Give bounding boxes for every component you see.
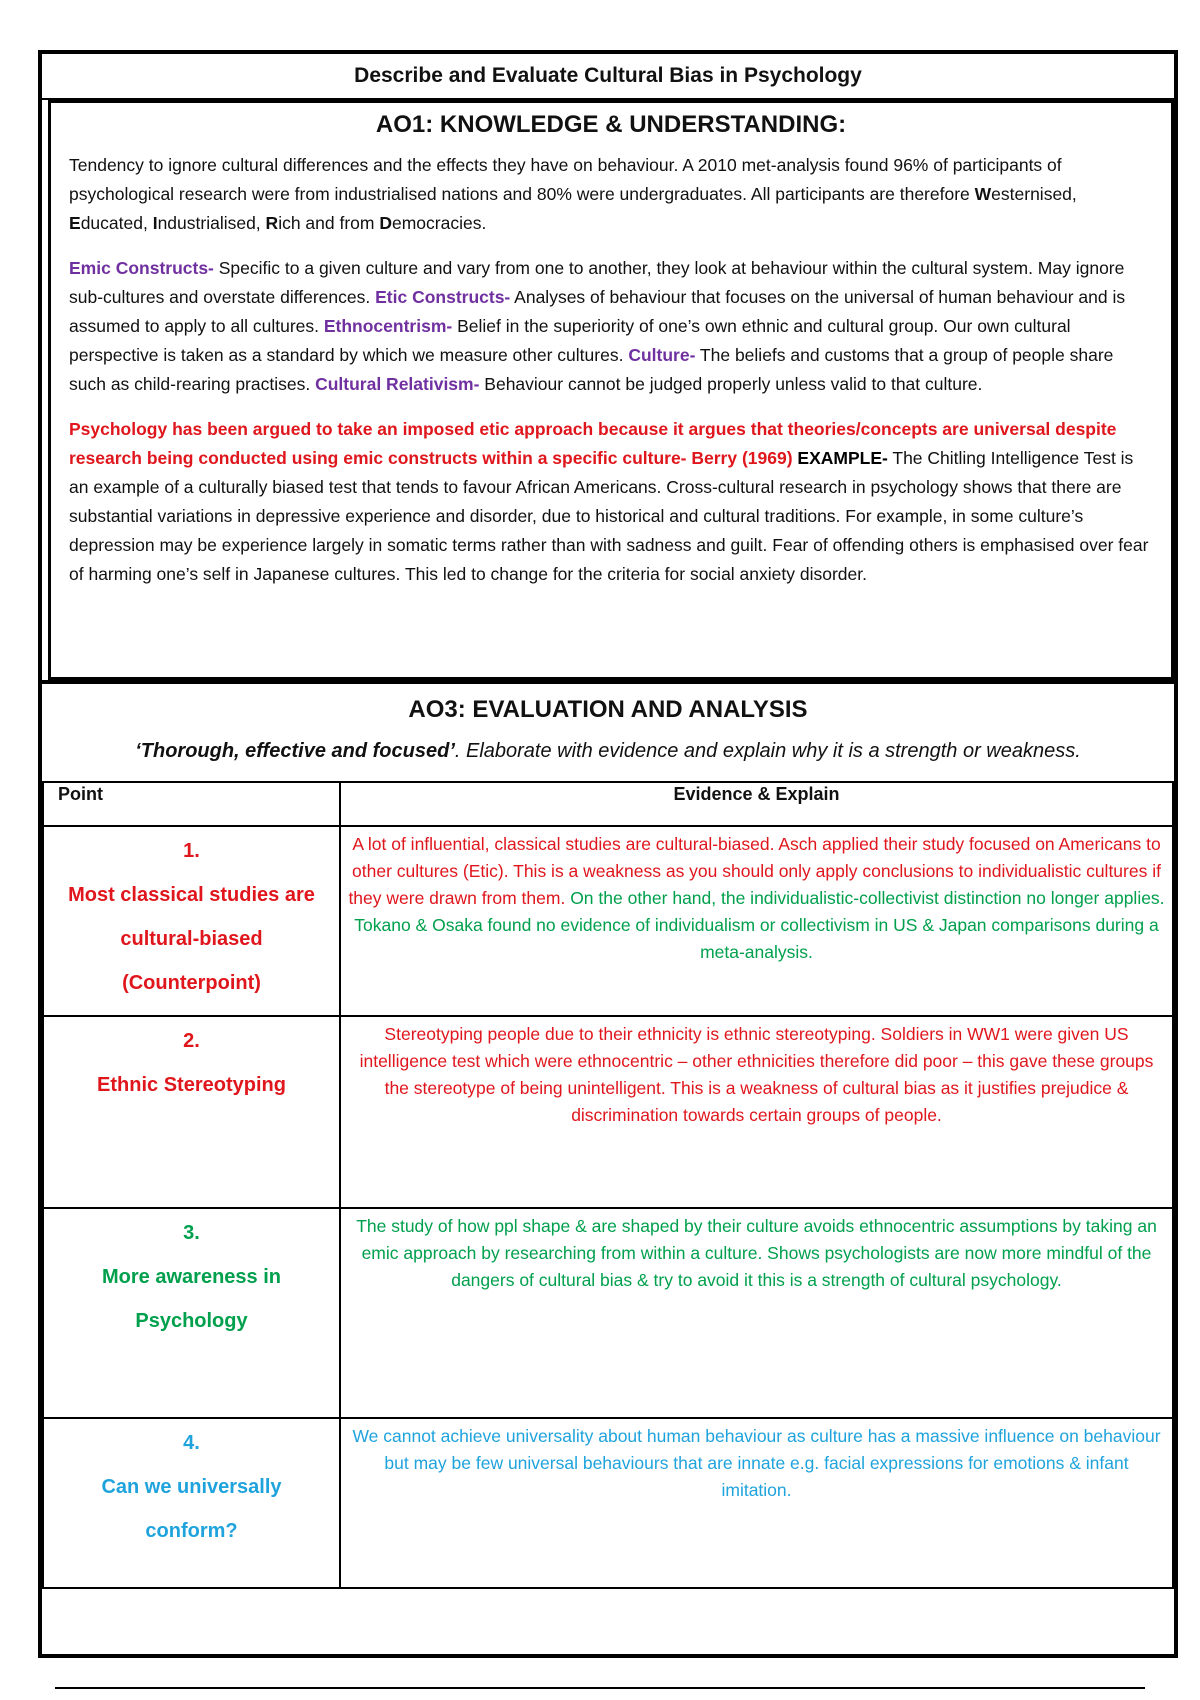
evidence-cell: The study of how ppl shape & are shaped by their culture avoids ethnocentric assumptions by taking an emic approach by researching from within a culture. Shows psychologists are now more mindful of the dangers of cultural bias & try to avoid it this is a strength of cultural psychology. bbox=[340, 1208, 1173, 1418]
ao1-paragraph-weird: Tendency to ignore cultural differences and the effects they have on behaviour. A 2010 met-analysis found 96% of participants of psychological research were from industrialised nations and 80% were undergraduates. All participants are therefore Westernised, Educated, Industrialised, Rich and from Democracies. bbox=[69, 155, 1077, 233]
evidence-cell: A lot of influential, classical studies are cultural-biased. Asch applied their study focused on Americans to other cultures (Etic). This is a weakness as you should only apply conclusions to individualistic cultures if they were drawn from them. On the other hand, the individualistic-collectivist distinction no longer applies. Tokano & Osaka found no evidence of individualism or collectivism in US & Japan comparisons during a meta-analysis. bbox=[340, 826, 1173, 1016]
term-culture: Culture- bbox=[628, 345, 696, 365]
table-row bbox=[43, 1208, 1173, 1418]
evidence-cell: We cannot achieve universality about human behaviour as culture has a massive influence on behaviour but may be few universal behaviours that are innate e.g. facial expressions for emotions & infant imitation. bbox=[340, 1418, 1173, 1588]
term-emic: Emic Constructs- bbox=[69, 258, 214, 278]
evaluation-table bbox=[42, 781, 1174, 1589]
table-row bbox=[43, 1016, 1173, 1208]
table-header-row bbox=[43, 782, 1173, 826]
imposed-etic-claim: Psychology has been argued to take an imposed etic approach because it argues that theories/concepts are universal despite research being conducted using emic constructs within a specific culture- Berry (1969) bbox=[69, 419, 1117, 468]
worksheet bbox=[38, 50, 1178, 1658]
table-row bbox=[43, 1418, 1173, 1588]
ao1-paragraph-definitions: Emic Constructs- Specific to a given culture and vary from one to another, they look at behaviour within the cultural system. May ignore sub-cultures and overstate differences. Etic Constructs- Analyses of behaviour that focuses on the universal of human behaviour and is assumed to apply to all cultures. Ethnocentrism- Belief in the superiority of one’s own ethnic and cultural group. Our own cultural perspective is taken as a standard by which we measure other cultures. Culture- The beliefs and customs that a group of people share such as child-rearing practises. Cultural Relativism- Behaviour cannot be judged properly unless valid to that culture. bbox=[69, 258, 1126, 394]
table-row bbox=[43, 826, 1173, 1016]
term-cultural-relativism: Cultural Relativism- bbox=[315, 374, 480, 394]
column-header-evidence: Evidence & Explain bbox=[340, 782, 1173, 826]
ao1-paragraph-etic: Psychology has been argued to take an imposed etic approach because it argues that theories/concepts are universal despite research being conducted using emic constructs within a specific culture- Berry (1969) EXAMPLE- The Chitling Intelligence Test is an example of a culturally biased test that tends to favour African Americans. Cross-cultural research in psychology shows that there are substantial variations in depressive experience and disorder, due to historical and cultural traditions. For example, in some culture’s depression may be experience largely in somatic terms rather than with sadness and guilt. Fear of offending others is emphasised over fear of harming one’s self in Japanese cultures. This led to change for the criteria for social anxiety disorder. bbox=[69, 419, 1149, 584]
ao3-instructions: ‘Thorough, effective and focused’. Elaborate with evidence and explain why it is a strength or weakness. bbox=[135, 740, 1081, 762]
term-etic: Etic Constructs- bbox=[375, 287, 511, 307]
point-cell: 3. More awareness in Psychology bbox=[43, 1208, 340, 1418]
column-header-point: Point bbox=[43, 782, 340, 826]
example-label: EXAMPLE- bbox=[792, 448, 888, 468]
point-cell: 2. Ethnic Stereotyping bbox=[43, 1016, 340, 1208]
ao1-section bbox=[48, 100, 1174, 680]
ao3-heading: AO3: EVALUATION AND ANALYSIS bbox=[408, 696, 808, 723]
ao1-heading: AO1: KNOWLEDGE & UNDERSTANDING: bbox=[375, 111, 847, 138]
ao3-section bbox=[42, 680, 1174, 1589]
term-ethnocentrism: Ethnocentrism- bbox=[323, 316, 453, 336]
bottom-divider bbox=[55, 1687, 1145, 1689]
point-cell: 4. Can we universally conform? bbox=[43, 1418, 340, 1588]
page-title: Describe and Evaluate Cultural Bias in Psychology bbox=[42, 54, 1174, 100]
point-cell: 1. Most classical studies are cultural-biased (Counterpoint) bbox=[43, 826, 340, 1016]
evidence-cell: Stereotyping people due to their ethnicity is ethnic stereotyping. Soldiers in WW1 were given US intelligence test which were ethnocentric – other ethnicities therefore did poor – this gave these groups the stereotype of being unintelligent. This is a weakness of cultural bias as it justifies prejudice & discrimination towards certain groups of people. bbox=[340, 1016, 1173, 1208]
